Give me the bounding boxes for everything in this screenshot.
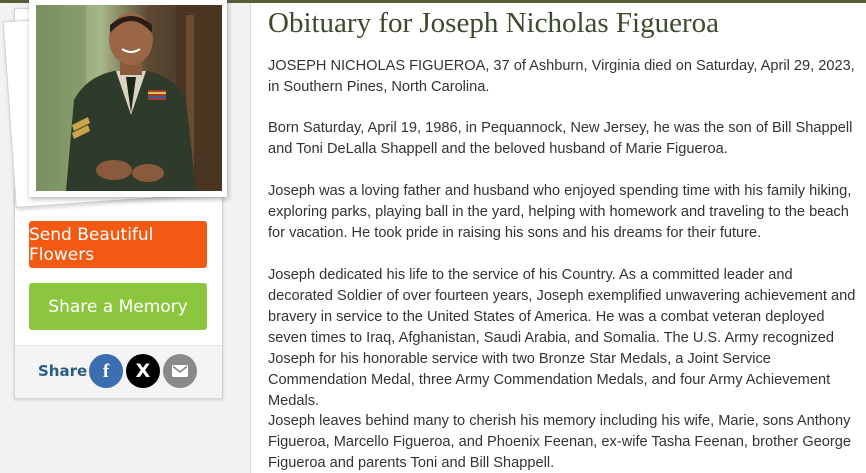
obituary-paragraph: JOSEPH NICHOLAS FIGUEROA, 37 of Ashburn, Virginia died on Saturday, April 29, 2023, in Southern Pines, North Carolina. (268, 58, 855, 95)
portrait-frame (29, 0, 227, 197)
send-flowers-button[interactable] (29, 221, 207, 268)
column-divider (250, 3, 251, 473)
obituary-paragraph: Born Saturday, April 19, 1986, in Pequannock, New Jersey, he was the son of Bill Shappell and Toni DeLalla Shappell and the beloved husband of Marie Figueroa. (268, 120, 853, 157)
email-share-button[interactable] (163, 354, 197, 388)
facebook-share-button[interactable] (89, 354, 123, 388)
send-flowers-label: Send Beautiful Flowers (29, 224, 154, 265)
portrait-illustration (36, 5, 222, 191)
facebook-icon: f (102, 360, 110, 382)
obituary-paragraph: Joseph dedicated his life to the service of his Country. As a committed leader and decorated Soldier of over fourteen years, Joseph exemplified unwavering achievement and bravery in service to the United States of America. He was a combat veteran deployed seven times to Iraq, Afghanistan, Saudi Arabia, and Somalia. The U.S. Army recognized Joseph for his honorable service with two Bronze Star Medals, a Joint Service Commendation Medal, three Army Commendation Medals, and four Army Achievement Medals. (268, 267, 856, 409)
share-memory-label: Share a Memory (48, 296, 188, 317)
x-share-button[interactable] (126, 354, 160, 388)
page-title: Obituary for Joseph Nicholas Figueroa (268, 7, 720, 39)
email-icon (172, 365, 188, 377)
portrait-photo (36, 5, 222, 191)
share-memory-button[interactable] (29, 283, 207, 330)
obituary-paragraph: Joseph leaves behind many to cherish his memory including his wife, Marie, sons Anthony Figueroa, Marcello Figueroa, and Phoenix Feenan, ex-wife Tasha Feenan, brother George Figueroa and parents Toni and Bill Shappell. (268, 413, 852, 471)
x-icon: X (135, 359, 151, 382)
obituary-paragraph: Joseph was a loving father and husband who enjoyed spending time with his family hiking, exploring parks, playing ball in the yard, helping with homework and traveling to the beach for vacation. He took pride in raising his sons and his dreams for their future. (268, 183, 852, 241)
share-label: Share (38, 362, 88, 380)
